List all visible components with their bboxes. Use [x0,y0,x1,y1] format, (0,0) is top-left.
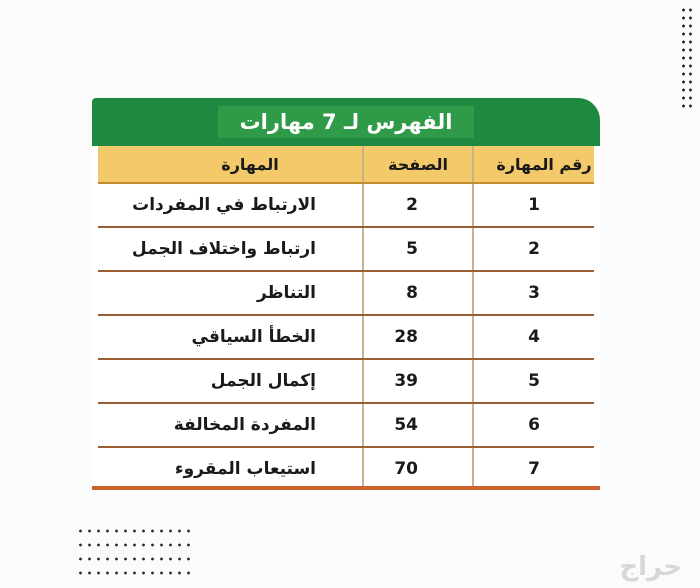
title-bar [92,98,600,146]
number-cell: 2 [528,239,540,259]
number-cell: 3 [528,283,540,303]
header-number: رقم المهارة [496,154,592,174]
bottom-rule [92,486,600,490]
skill-cell: الخطأ السياقي [98,316,364,358]
skill-cell: المفردة المخالفة [98,404,364,446]
skill-cell: ارتباط واختلاف الجمل [98,228,364,270]
number-cell: 7 [528,459,540,479]
skill-cell: استيعاب المقروء [98,448,364,490]
index-card [92,98,600,490]
page-cell: 28 [364,316,474,358]
number-cell: 1 [528,195,540,215]
skill-cell: الارتباط في المفردات [98,184,364,226]
table-row [98,272,594,316]
table-row [98,404,594,448]
table-row [98,184,594,228]
page-cell: 39 [364,360,474,402]
table-row [98,228,594,272]
page-cell: 2 [364,184,474,226]
header-page: الصفحة [364,146,474,182]
number-cell: 5 [528,371,540,391]
decorative-dots-bottom-left [76,524,196,582]
number-cell: 6 [528,415,540,435]
table-header [98,146,594,184]
page-cell: 8 [364,272,474,314]
index-table [98,146,594,490]
page-cell: 70 [364,448,474,490]
watermark-logo: حراج [619,552,682,582]
number-cell: 4 [528,327,540,347]
table-row [98,448,594,490]
skill-cell: إكمال الجمل [98,360,364,402]
decorative-dots-top-right [680,6,694,110]
page-cell: 54 [364,404,474,446]
table-row [98,316,594,360]
header-skill: المهارة [98,146,364,182]
table-row [98,360,594,404]
page-cell: 5 [364,228,474,270]
skill-cell: التناظر [98,272,364,314]
index-title: الفهرس لـ 7 مهارات [218,106,475,138]
